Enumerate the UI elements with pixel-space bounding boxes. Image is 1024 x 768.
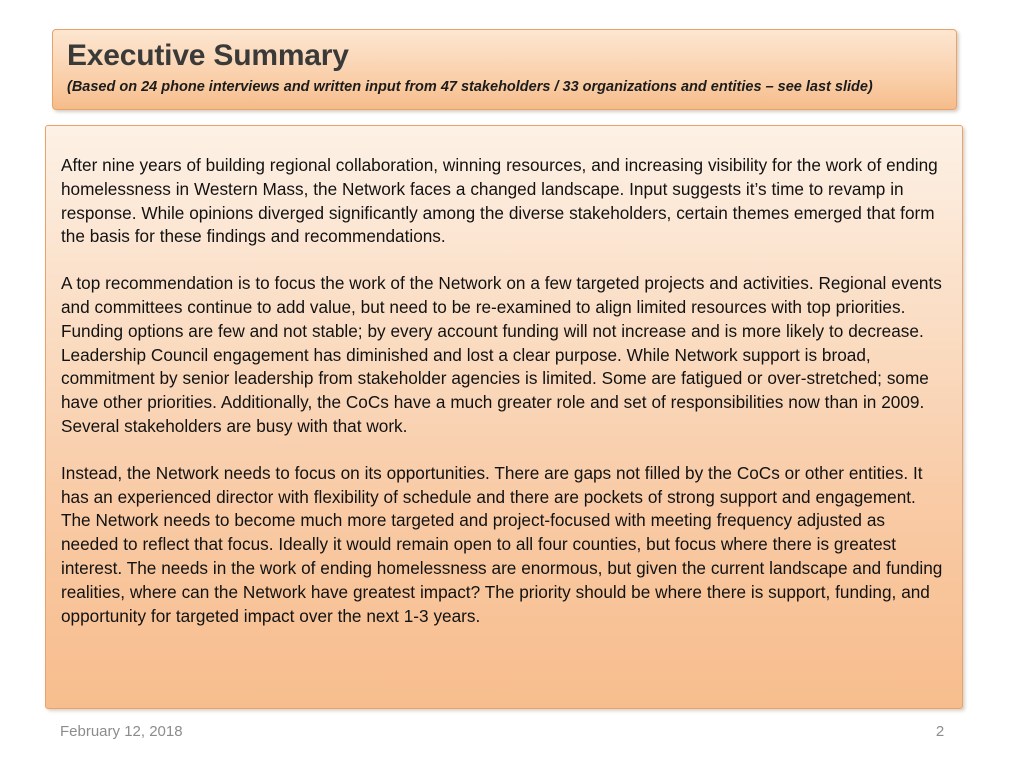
body-paragraph-1: After nine years of building regional collaboration, winning resources, and increasing visibility for the work of ending homelessness in Western Mass, the Network faces a changed landscape. Input suggests it’s time to revamp in response. While opinions diverged significantly among the diverse stakeholders, certain themes emerged that form the basis for these findings and recommendations. [61,155,938,247]
body-paragraph-3: Instead, the Network needs to focus on its opportunities. There are gaps not filled by the CoCs or other entities. It has an experienced director with flexibility of schedule and there are pockets of strong support and engagement. The Network needs to become much more targeted and project-focused with meeting frequency adjusted as needed to reflect that focus. Ideally it would remain open to all four counties, but focus where there is greatest interest. The needs in the work of ending homelessness are enormous, but given the current landscape and funding realities, where can the Network have greatest impact? The priority should be where there is support, funding, and opportunity for targeted impact over the next 1-3 years. [61,462,943,626]
footer-date: February 12, 2018 [60,723,183,740]
page-title: Executive Summary [67,39,349,72]
content-placeholder [45,125,963,709]
body-paragraph-2: A top recommendation is to focus the work of the Network on a few targeted projects and activities. Regional events and committees continue to add value, but need to be re-examined to align limited resources with top priorities. Funding options are few and not stable; by every account funding will not increase and is more likely to decrease. Leadership Council engagement has diminished and lost a clear purpose. While Network support is broad, commitment by senior leadership from stakeholder agencies is limited. Some are fatigued or over-stretched; some have other priorities. Additionally, the CoCs have a much greater role and set of responsibilities now than in 2009. Several stakeholders are busy with that work. [61,273,942,436]
footer-page-number: 2 [935,723,945,740]
title-placeholder [52,29,957,110]
page-subtitle: (Based on 24 phone interviews and written input from 47 stakeholders / 33 organizations and entities – see last slide) [67,79,873,95]
